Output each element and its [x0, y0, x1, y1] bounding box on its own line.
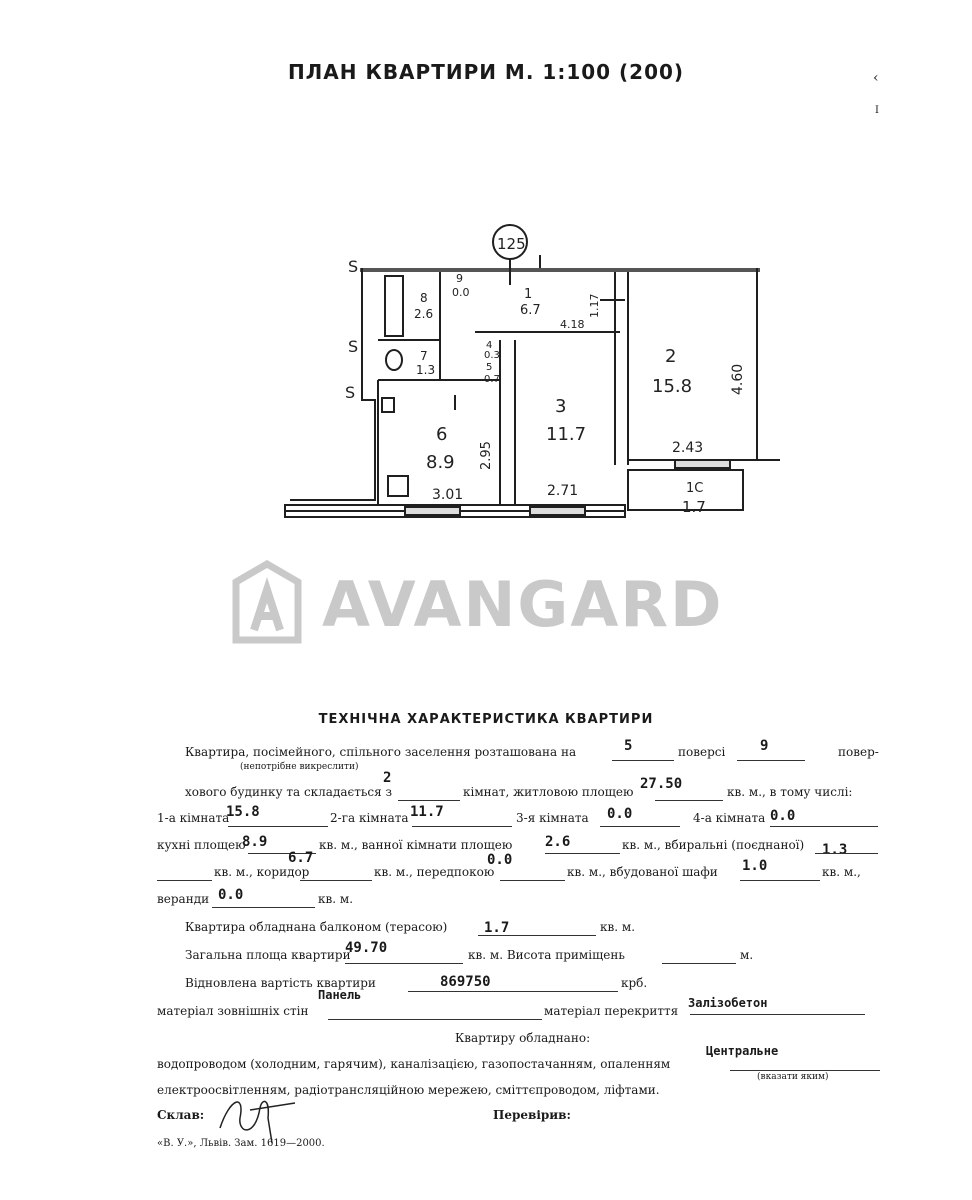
- room-number: 9: [456, 272, 463, 285]
- text-line: водопроводом (холодним, гарячим), каналізацією, газопостачанням, опаленням: [157, 1057, 671, 1071]
- edge-mark-1: S: [348, 257, 359, 276]
- house-a-logo-icon: [232, 560, 302, 644]
- living-area-value: 27.50: [640, 776, 683, 792]
- floor-value: 5: [624, 738, 633, 754]
- footer-print-info: «В. У.», Львів. Зам. 1619—2000.: [157, 1138, 325, 1149]
- toilet-fixture: [386, 350, 402, 370]
- text-line: хового будинку та складається з: [185, 785, 393, 799]
- room-area: 6.7: [520, 303, 541, 318]
- kitchen-sink-fixture: [382, 398, 394, 412]
- room4-value: 0.0: [770, 808, 796, 824]
- text-line: Квартира, посімейного, спільного заселення розташована на: [185, 745, 577, 759]
- outer-wall-left: [290, 268, 375, 500]
- text-line: Квартиру обладнано:: [455, 1031, 591, 1045]
- watermark-brand: AVANGARD: [322, 568, 724, 641]
- window-room3: [530, 507, 585, 515]
- toilet-value: 1.3: [822, 842, 848, 858]
- axis-label: 125: [497, 235, 526, 253]
- text-line: м.: [740, 948, 754, 962]
- text-line: кв. м., в тому числі:: [727, 785, 853, 799]
- text-line: 3-я кімната: [516, 811, 589, 825]
- corner-dot: I: [875, 105, 879, 116]
- checked-by-label: Перевірив:: [493, 1108, 571, 1122]
- text-line: електроосвітленням, радіотрансляційною мережею, сміттєпроводом, ліфтами.: [157, 1083, 660, 1097]
- dimension-label: 4.18: [560, 318, 585, 331]
- closet-value: 1.0: [742, 858, 768, 874]
- room-number: 6: [436, 424, 448, 445]
- corridor-value: 6.7: [288, 850, 314, 866]
- room-number: 3: [555, 396, 567, 417]
- text-line: кухні площею: [157, 838, 246, 852]
- stove-fixture: [388, 476, 408, 496]
- dimension-label: 4.60: [730, 363, 746, 395]
- compiled-by-label: Склав:: [157, 1108, 205, 1122]
- edge-mark-2: S: [348, 337, 359, 356]
- plan-title: ПЛАН КВАРТИРИ М. 1:100 (200): [287, 60, 685, 84]
- veranda-value: 0.0: [218, 887, 244, 903]
- room-number: 2: [665, 346, 677, 367]
- text-line: 4-а кімната: [693, 811, 766, 825]
- room-area: 0.0: [452, 286, 470, 299]
- room-number: 7: [420, 349, 428, 363]
- dimension-label: 1.17: [588, 293, 601, 318]
- document-title: ТЕХНІЧНА ХАРАКТЕРИСТИКА КВАРТИРИ: [318, 712, 654, 727]
- window-room2: [675, 460, 730, 468]
- room-area: 2.6: [414, 307, 434, 321]
- floor-material-value: Залізобетон: [688, 996, 768, 1010]
- room-number: 8: [420, 291, 428, 305]
- edge-mark-3: S: [345, 383, 356, 402]
- room-number: 4: [486, 340, 493, 351]
- room1-value: 15.8: [226, 804, 260, 820]
- room-number: 1: [524, 287, 533, 302]
- floor-plan-drawing: [0, 0, 972, 560]
- text-line: кв. м.,: [822, 865, 861, 879]
- text-line: кв. м., передпокою: [374, 865, 495, 879]
- text-line: повер-: [838, 745, 879, 759]
- total-area-value: 49.70: [345, 940, 388, 956]
- text-line: кімнат, житловою площею: [463, 785, 634, 799]
- text-line: Загальна площа квартири: [185, 948, 351, 962]
- heating-value: Центральне: [706, 1044, 779, 1058]
- hallway-value: 0.0: [487, 852, 513, 868]
- outer-wall-right: [757, 268, 780, 460]
- bathroom-value: 2.6: [545, 834, 571, 850]
- rooms-count-value: 2: [383, 770, 392, 786]
- room-area: 15.8: [652, 376, 693, 397]
- corner-mark: ‹: [873, 70, 879, 86]
- text-line: поверсі: [678, 745, 726, 759]
- dimension-label: 2.95: [479, 441, 494, 470]
- kitchen-value: 8.9: [242, 834, 268, 850]
- room-area: 8.9: [426, 452, 455, 473]
- room-area: 1.3: [416, 363, 436, 377]
- text-line: 1-а кімната: [157, 811, 230, 825]
- text-line: веранди: [157, 892, 210, 906]
- text-line: кв. м., вбиральні (поєднаної): [622, 838, 805, 852]
- room-area: 0.7: [484, 374, 500, 385]
- walls-material-value: Панель: [318, 988, 362, 1002]
- room-area: 11.7: [546, 424, 587, 445]
- floors-value: 9: [760, 738, 769, 754]
- room-number: 1С: [686, 481, 704, 496]
- text-line: кв. м., коридор: [214, 865, 310, 879]
- restored-cost-value: 869750: [440, 974, 491, 990]
- text-line: кв. м., вбудованої шафи: [567, 865, 718, 879]
- bathtub: [385, 276, 403, 336]
- text-line: крб.: [621, 976, 648, 990]
- text-line: кв. м., ванної кімнати площею: [319, 838, 513, 852]
- room2-value: 11.7: [410, 804, 444, 820]
- dimension-label: 2.71: [547, 483, 579, 499]
- text-line: Квартира обладнана балконом (терасою): [185, 920, 448, 934]
- text-line: матеріал зовнішніх стін: [157, 1004, 309, 1018]
- dimension-label: 2.43: [672, 440, 704, 456]
- text-line: матеріал перекриття: [544, 1004, 679, 1018]
- room-area: 1.7: [682, 498, 706, 516]
- room3-value: 0.0: [607, 806, 633, 822]
- room-area: 0.3: [484, 350, 500, 361]
- balcony-value: 1.7: [484, 920, 510, 936]
- outer-wall: [360, 268, 760, 272]
- window-kitchen: [405, 507, 460, 515]
- dimension-label: 3.01: [432, 487, 464, 503]
- room-number: 5: [486, 362, 493, 373]
- text-line: кв. м.: [600, 920, 636, 934]
- text-line: кв. м.: [318, 892, 354, 906]
- text-line: 2-га кімната: [330, 811, 409, 825]
- note-text: (непотрібне викреслити): [240, 762, 359, 772]
- note-text: (вказати яким): [757, 1072, 829, 1082]
- text-line: кв. м. Висота приміщень: [468, 948, 625, 962]
- text-line: Відновлена вартість квартири: [185, 976, 376, 990]
